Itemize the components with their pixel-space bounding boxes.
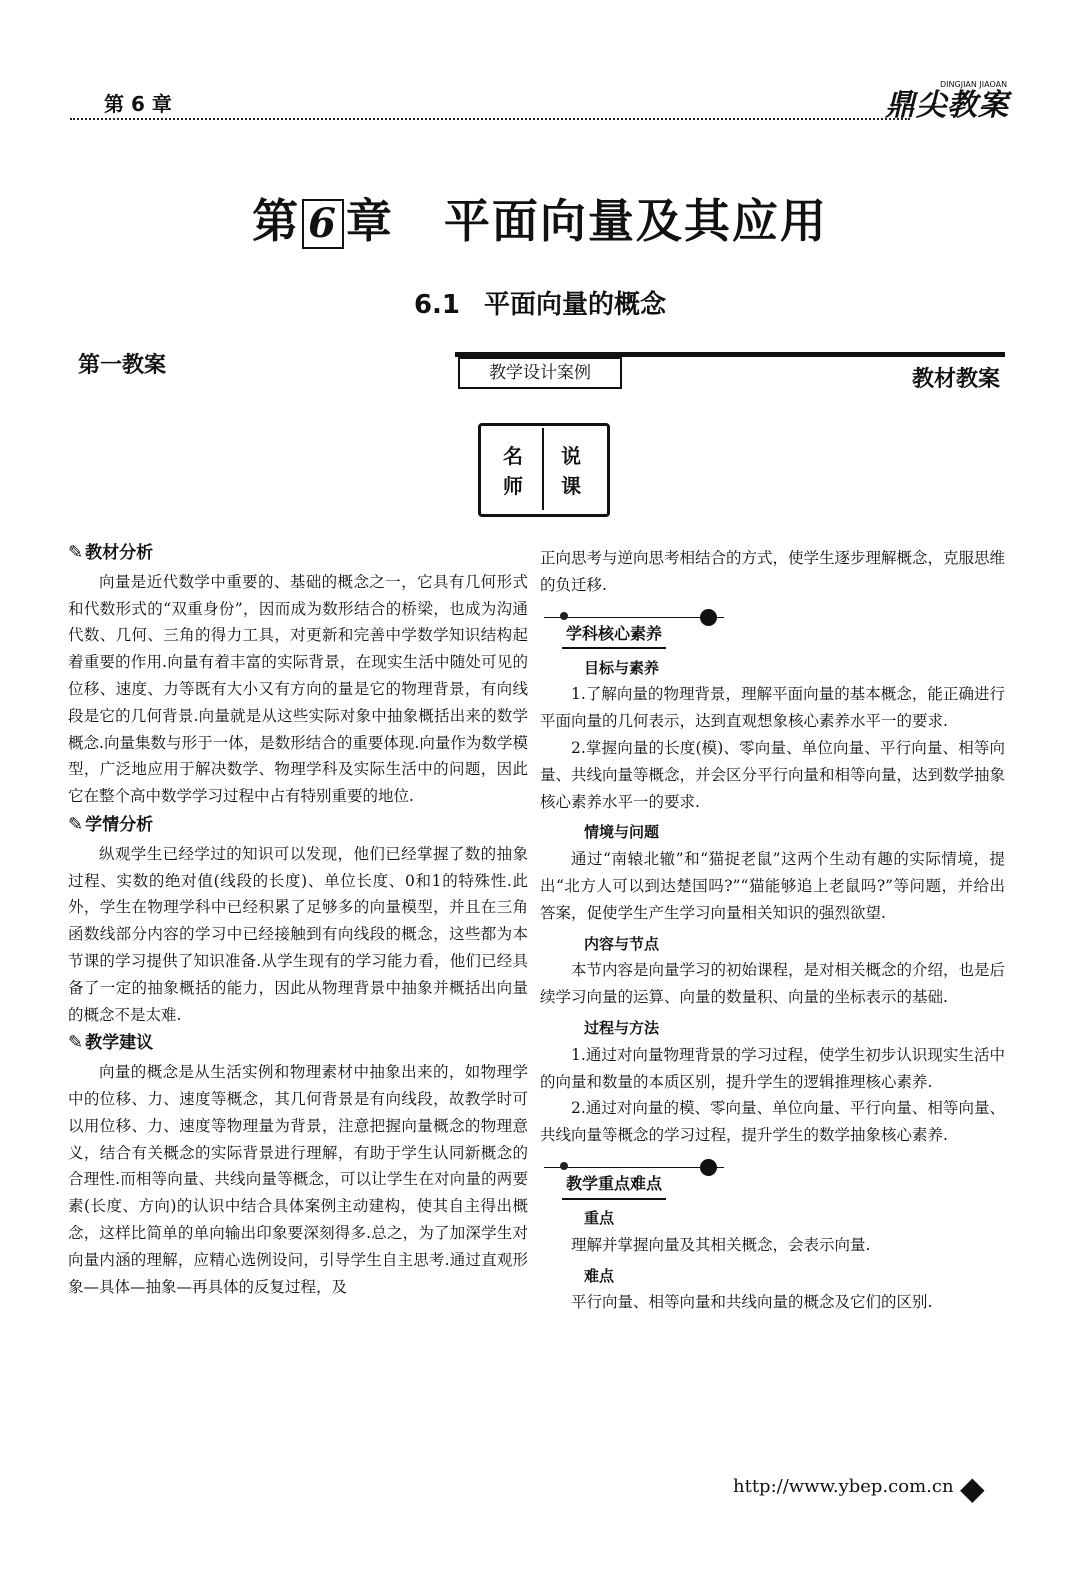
paragraph: 向量的概念是从生活实例和物理素材中抽象出来的，如物理学中的位移、力、速度等概念，其几何背景是有向线段，故教学时可以用位移、力、速度等物理量为背景，注意把握向量概念的物理意义，结合有关概念的实际背景进行理解，有助于学生认同新概念的合理性.而相等向量、共线向量等概念，可以让学生在对向量的两要素(长度、方向)的认识中结合具体案例主动建构，使其自主得出概念，这样比简单的单向输出印象要深刻得多.总之，为了加深学生对向量内涵的理解，应精心选例设问，引导学生自主思考.通过直观形象—具体—抽象—再具体的反复过程，及 bbox=[68, 1063, 528, 1296]
section-title bbox=[0, 284, 1080, 321]
paragraph: 通过“南辕北辙”和“猫捉老鼠”这两个生动有趣的实际情境，提出“北方人可以到达楚国吗?”“猫能够追上老鼠吗?”等问题，并给出答案，促使学生产生学习向量相关知识的强烈欲望. bbox=[540, 850, 1005, 922]
book-spine bbox=[542, 428, 544, 510]
section-mark-icon: ✎ bbox=[68, 542, 84, 563]
plan-tag: 教学设计案例 bbox=[458, 357, 622, 389]
chapter-title-name: 平面向量及其应用 bbox=[443, 194, 828, 248]
paragraph: 纵观学生已经学过的知识可以发现，他们已经掌握了数的抽象过程、实数的绝对值(线段的长度)、单位长度、0和1的特殊性.此外，学生在物理学科中已经积累了足够多的向量模型，并且在三角函数线部分内容的学习中已经接触到有向线段的概念，这些都为本节课的学习提供了知识准备.从学生现有的学习能力看，他们已经具备了一定的抽象概括的能力，因此从物理背景中抽象并概括出向量的概念不是太难. bbox=[68, 844, 528, 1024]
chapter-title-prefix: 第 bbox=[252, 194, 301, 248]
plan-label: 第一教案 bbox=[78, 353, 167, 378]
publisher-logo: 鼎尖教案 bbox=[885, 88, 1009, 123]
paragraph: 1.了解向量的物理背景，理解平面向量的基本概念，能正确进行平面向量的几何表示，达到直观想象核心素养水平一的要求. bbox=[540, 685, 1005, 731]
paragraph: 2.通过对向量的模、零向量、单位向量、平行向量、相等向量、共线向量等概念的学习过程，提升学生的数学抽象核心素养. bbox=[540, 1099, 1005, 1145]
footer-url: http://www.ybep.com.cn bbox=[733, 1476, 954, 1497]
chapter-title bbox=[0, 185, 1080, 251]
subheading: 难点 bbox=[584, 1266, 615, 1285]
left-column bbox=[68, 538, 528, 1300]
chapter-title-suffix: 章 bbox=[345, 194, 394, 248]
badge-char: 师 bbox=[503, 474, 523, 498]
paragraph: 正向思考与逆向思考相结合的方式，使学生逐步理解概念，克服思维的负迁移. bbox=[540, 549, 1006, 594]
plan-category: 教材教案 bbox=[912, 367, 1001, 392]
subheading: 重点 bbox=[584, 1208, 615, 1227]
heading-textbook-analysis: ✎ 教材分析 bbox=[68, 542, 154, 563]
section-mark-icon: ✎ bbox=[68, 1032, 84, 1054]
book-badge-icon bbox=[478, 423, 610, 517]
banner-core-literacy: 学科核心素养 bbox=[540, 607, 1005, 649]
heading-student-analysis: ✎ 学情分析 bbox=[68, 813, 154, 835]
running-chapter-label: 第 6 章 bbox=[104, 92, 172, 116]
paragraph: 1.通过对向量物理背景的学习过程，使学生初步认识现实生活中的向量和数量的本质区别，提升学生的逻辑推理核心素养. bbox=[540, 1045, 1005, 1091]
diamond-icon: ◆ bbox=[960, 1469, 985, 1507]
subheading: 过程与方法 bbox=[584, 1018, 660, 1037]
section-number: 6.1 bbox=[413, 290, 461, 320]
badge-char: 课 bbox=[561, 474, 581, 498]
heading-teaching-advice: ✎ 教学建议 bbox=[68, 1032, 154, 1054]
right-column bbox=[540, 545, 1005, 1316]
header-dotted-rule bbox=[70, 118, 910, 120]
section-mark-icon: ✎ bbox=[68, 813, 84, 835]
paragraph: 向量是近代数学中重要的、基础的概念之一，它具有几何形式和代数形式的“双重身份”，因而成为数形结合的桥梁，也成为沟通代数、几何、三角的得力工具，对更新和完善中学数学知识结构起着重要的作用.向量有着丰富的实际背景，在现实生活中随处可见的位移、速度、力等既有大小又有方向的量是它的物理背景，有向线段是它的几何背景.向量就是从这些实际对象中抽象概括出来的数学概念.向量集数与形于一体，是数形结合的重要体现.向量作为数学模型，广泛地应用于解决数学、物理学科及实际生活中的问题，因此它在整个高中数学学习过程中占有特别重要的地位. bbox=[68, 572, 528, 806]
subheading: 目标与素养 bbox=[584, 658, 660, 677]
subheading: 情境与问题 bbox=[584, 823, 660, 842]
subheading: 内容与节点 bbox=[584, 934, 660, 953]
banner-key-points: 教学重点难点 bbox=[540, 1157, 1005, 1199]
badge-char: 说 bbox=[561, 444, 581, 468]
publisher-logo-subtitle: DINGJIAN JIAOAN bbox=[940, 80, 1008, 89]
paragraph: 2.掌握向量的长度(模)、零向量、单位向量、平行向量、相等向量、共线向量等概念，并会区分平行向量和相等向量，达到数学抽象核心素养水平一的要求. bbox=[540, 738, 1006, 811]
paragraph: 平行向量、相等向量和共线向量的概念及它们的区别. bbox=[571, 1293, 933, 1312]
paragraph: 本节内容是向量学习的初始课程，是对相关概念的介绍，也是后续学习向量的运算、向量的数量积、向量的坐标表示的基础. bbox=[540, 961, 1006, 1007]
chapter-number-box: 6 bbox=[302, 199, 344, 249]
section-name: 平面向量的概念 bbox=[484, 290, 667, 320]
badge-char: 名 bbox=[503, 444, 523, 468]
paragraph: 理解并掌握向量及其相关概念，会表示向量. bbox=[571, 1235, 871, 1254]
